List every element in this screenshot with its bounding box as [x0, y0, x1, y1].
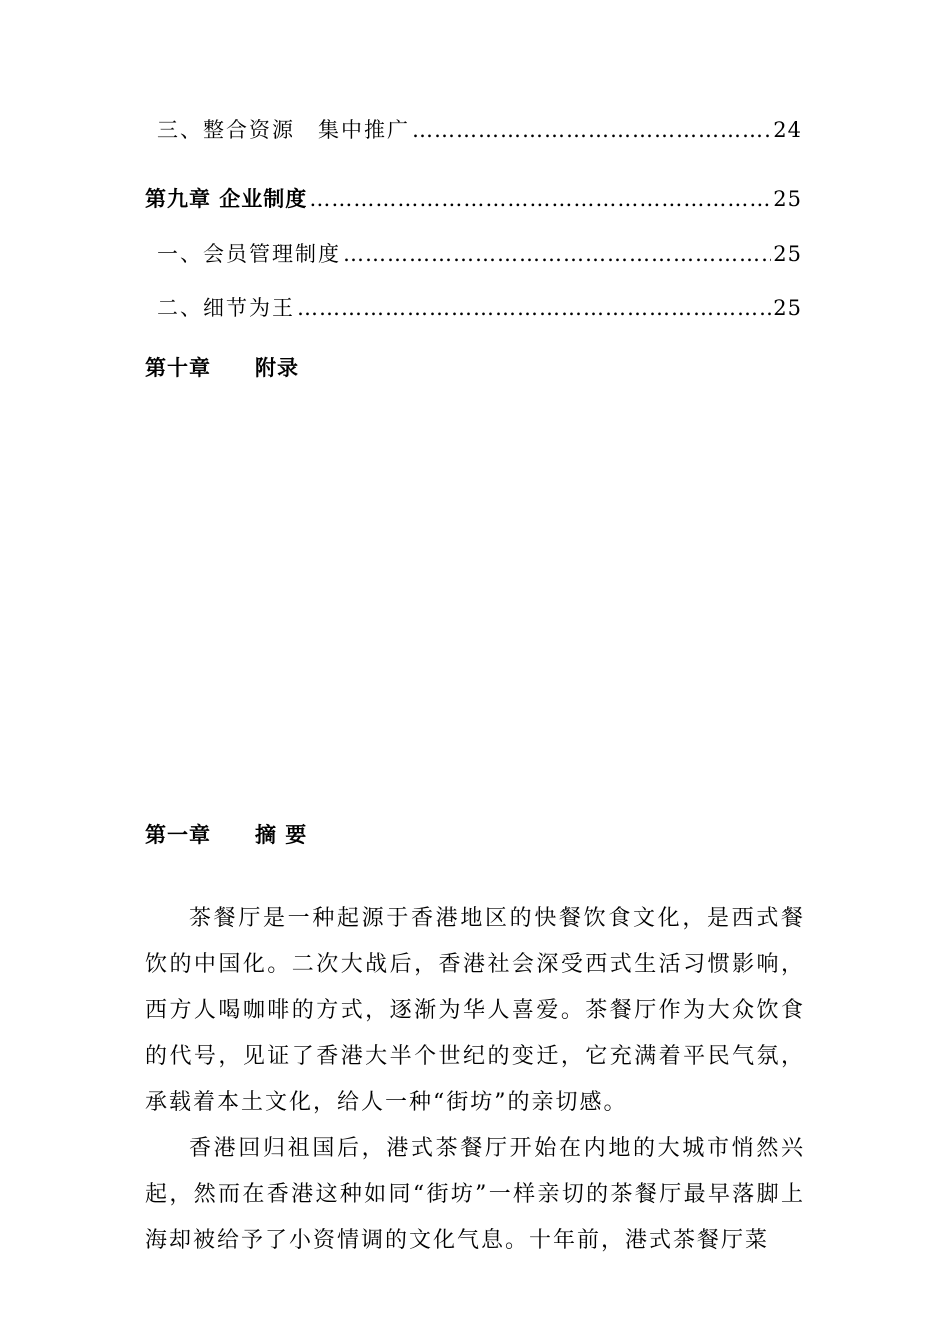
toc-leader-dots: [297, 291, 771, 325]
toc-leader-dots: [309, 182, 771, 216]
chapter-heading: 第一章 摘 要: [145, 822, 308, 847]
paragraph: 茶餐厅是一种起源于香港地区的快餐饮食文化，是西式餐饮的中国化。二次大战后，香港社会深受西式生活习惯影响，西方人喝咖啡的方式，逐渐为华人喜爱。茶餐厅作为大众饮食的代号，见证了香港大半个世纪的变迁，它充满着平民气氛，承载着本土文化，给人一种“街坊”的亲切感。: [145, 906, 805, 1115]
toc-entry-section-2[interactable]: [157, 291, 802, 325]
toc-entry-section-1[interactable]: [157, 237, 802, 271]
toc-entry-title: 第九章 企业制度: [145, 186, 308, 211]
paragraph: 香港回归祖国后，港式茶餐厅开始在内地的大城市悄然兴起，然而在香港这种如同“街坊”一样亲切的茶餐厅最早落脚上海却被给予了小资情调的文化气息。十年前，港式茶餐厅菜: [145, 1136, 805, 1253]
toc-entry-title: 一、会员管理制度: [157, 242, 341, 266]
toc-leader-dots: [343, 237, 771, 271]
toc-entry-chapter-9[interactable]: [145, 182, 802, 216]
toc-entry-title: 三、整合资源 集中推广: [157, 118, 410, 142]
toc-entry-title: 二、细节为王: [157, 296, 295, 320]
toc-entry-page: 25: [773, 187, 802, 211]
toc-entry-page: 25: [773, 242, 802, 266]
toc-entry-chapter-10[interactable]: 第十章 附录: [145, 355, 299, 380]
toc-entry-section-3[interactable]: [157, 113, 802, 147]
toc-entry-page: 24: [773, 118, 802, 142]
toc-leader-dots: [412, 113, 771, 147]
chapter-body: [145, 896, 805, 1264]
toc-entry-page: 25: [773, 296, 802, 320]
